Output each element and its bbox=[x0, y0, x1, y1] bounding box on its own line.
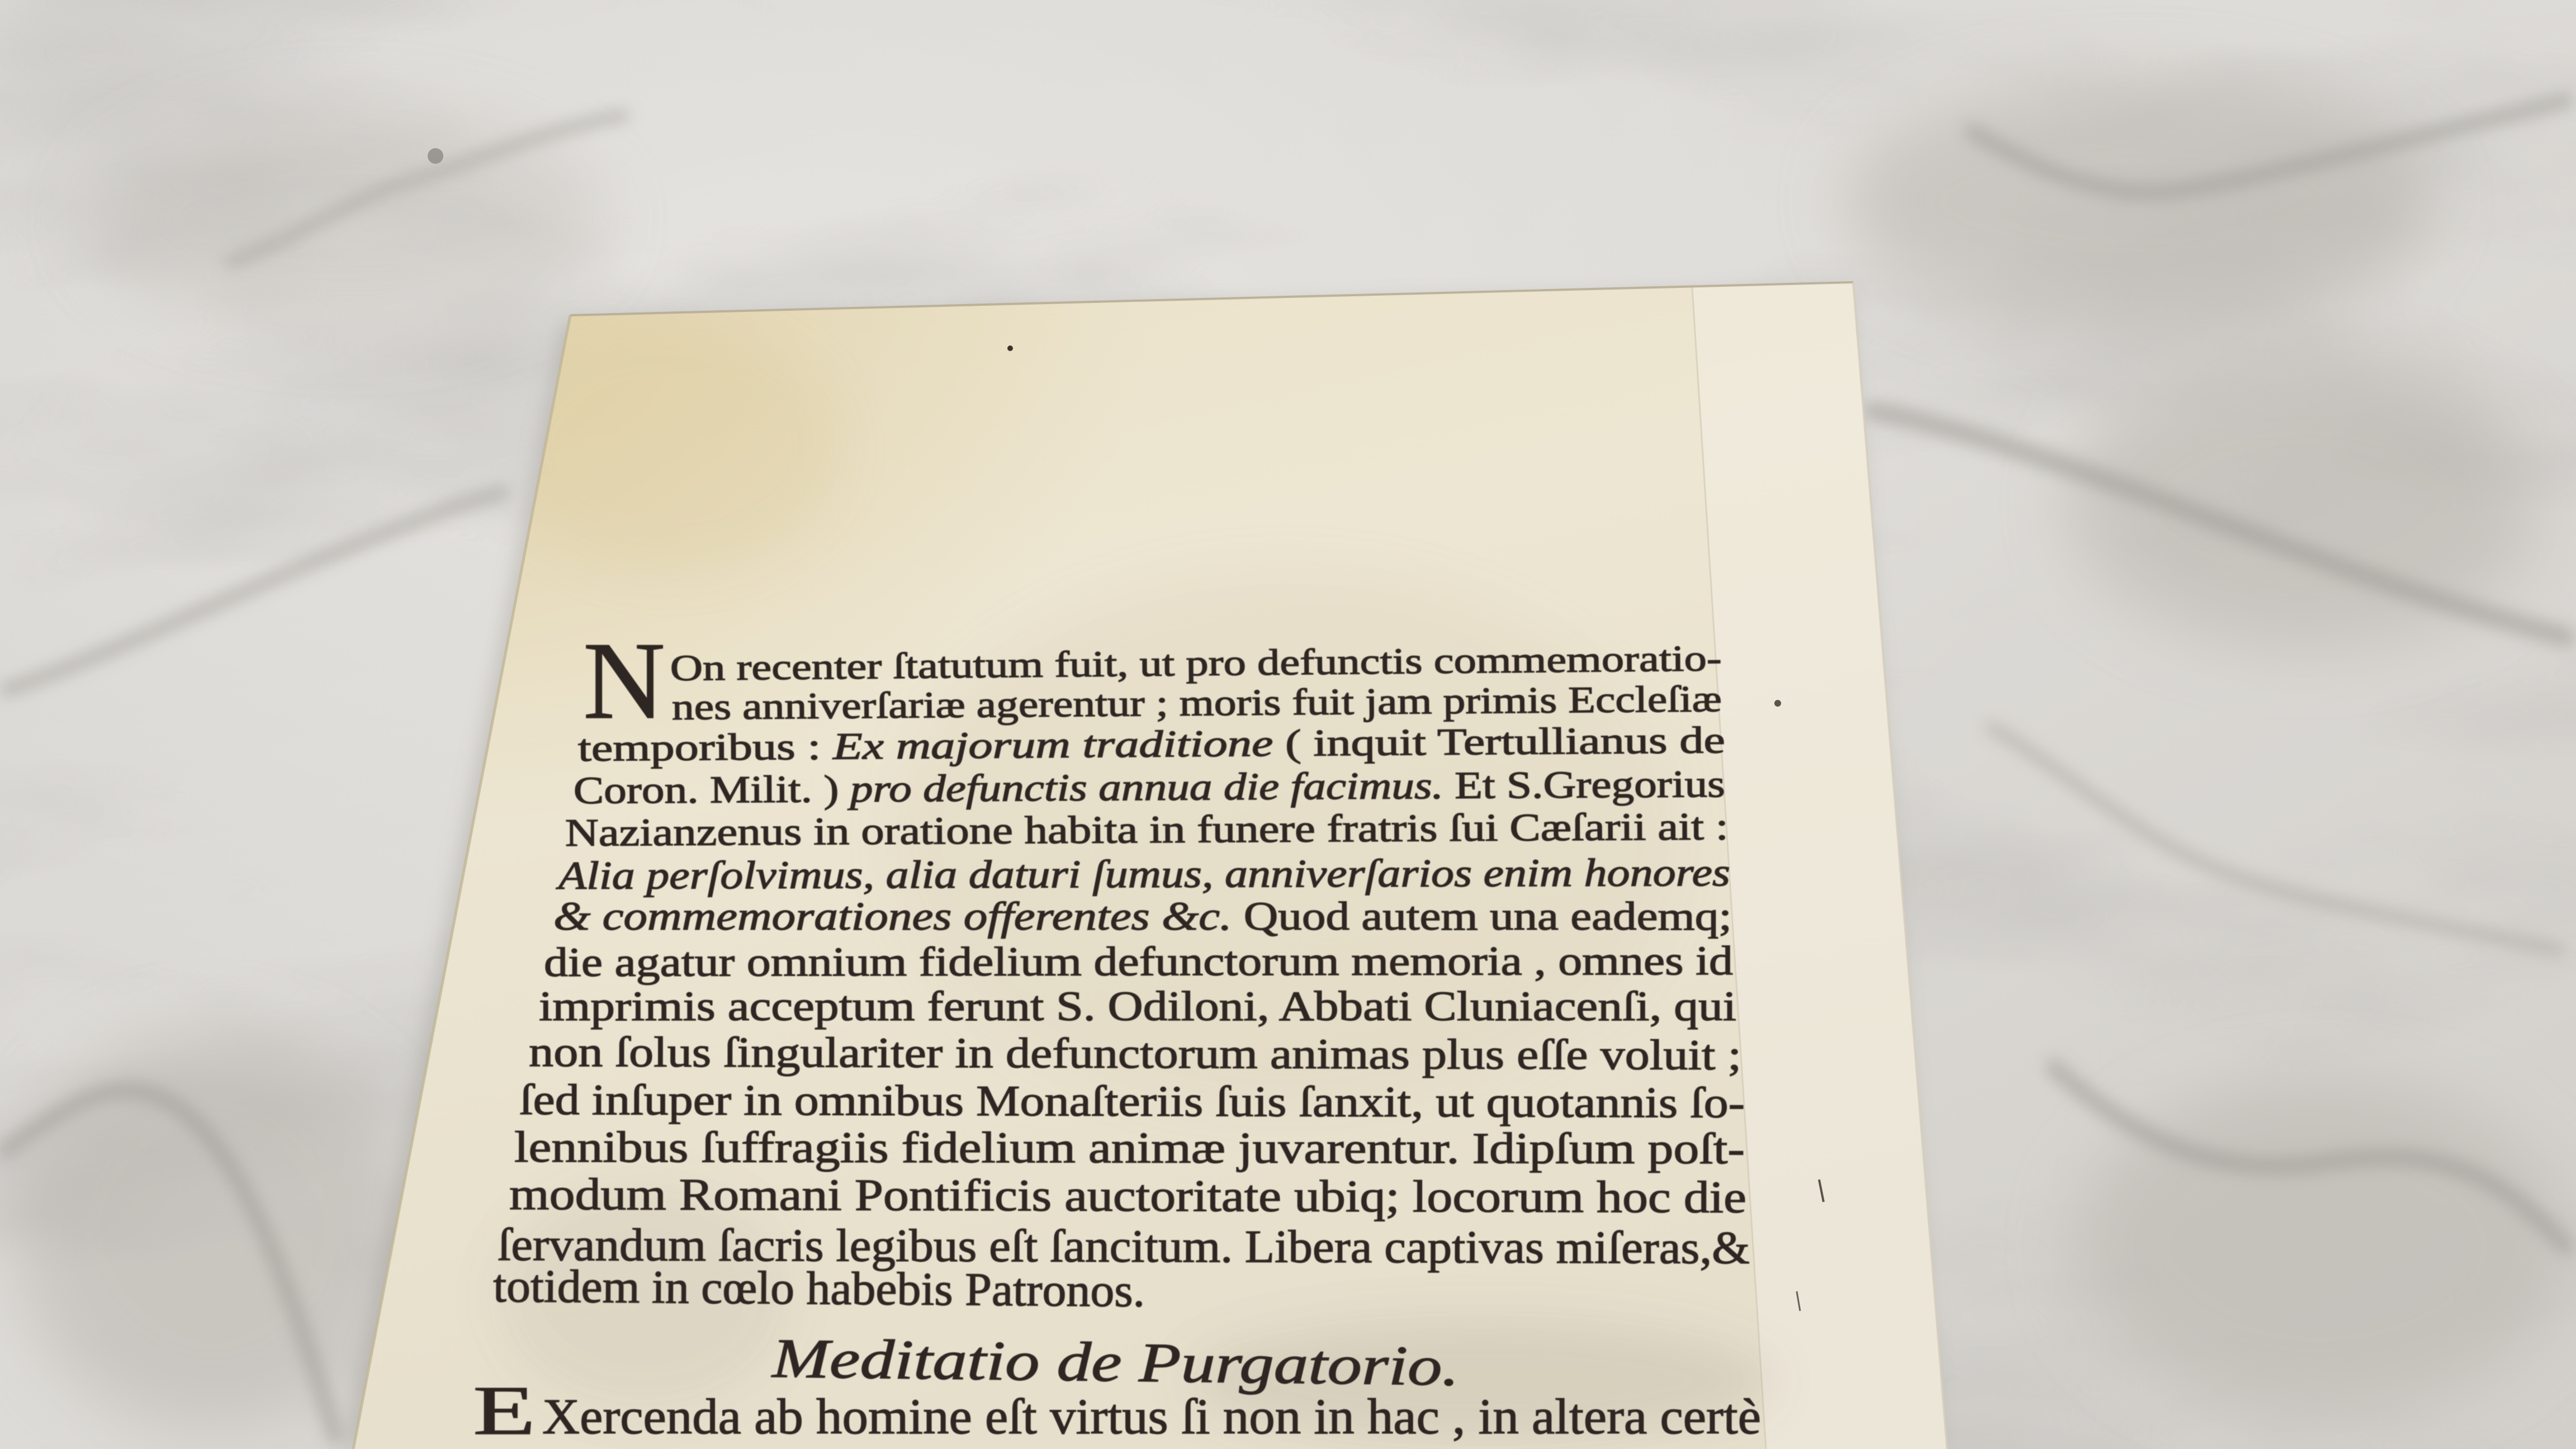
text-line-7-italic: & commemorationes offerentes &c. bbox=[553, 894, 1232, 939]
drop-cap-n: N bbox=[583, 619, 665, 742]
text-line-1-content: On recenter ſtatutum fuit, ut pro defunctis commemoratio- bbox=[670, 638, 1722, 689]
text-line-15-content: totidem in cœlo habebis Patronos. bbox=[493, 1260, 1145, 1317]
text-line-10-content: non ſolus ſingulariter in defunctorum animas plus eſſe voluit ; bbox=[529, 1027, 1741, 1079]
text-line-13-content: modum Romani Pontificis auctoritate ubiq; locorum hoc die bbox=[509, 1169, 1746, 1223]
text-line-9-content: imprimis acceptum ferunt S. Odiloni, Abbati Cluniacenſi, qui bbox=[539, 983, 1736, 1030]
text-line-3-italic: Ex majorum traditione bbox=[832, 722, 1273, 768]
text-line-3-roman-b: ( inquit Tertullianus de bbox=[1285, 718, 1725, 764]
section-heading: Meditatio de Purgatorio. bbox=[770, 1327, 1460, 1398]
text-line-11-content: ſed inſuper in omnibus Monaſteriis ſuis ſanxit, ut quotannis ſo- bbox=[519, 1075, 1745, 1127]
text-line-5-content: Nazianzenus in oratione habita in funere fratris ſui Cæſarii ait : bbox=[565, 805, 1729, 855]
section-first-line: Xercenda ab homine eſt virtus ſi non in hac , in altera certè bbox=[542, 1389, 1761, 1445]
text-line-3-roman-a: temporibus : bbox=[578, 725, 821, 769]
text-line-4-italic: pro defunctis annua die facimus. bbox=[847, 764, 1444, 810]
text-line-2-content: nes anniverſariæ agerentur ; moris fuit jam primis Eccleſiæ bbox=[672, 678, 1722, 728]
text-line-12-content: lennibus ſuffragiis fidelium animæ juvarentur. Idipſum poſt- bbox=[514, 1123, 1745, 1173]
text-line-4-roman-b: Et S.Gregorius bbox=[1455, 763, 1725, 807]
text-line-7-roman: Quod autem una eademq; bbox=[1244, 894, 1732, 939]
text-line-14-content: ſervandum ſacris legibus eſt ſancitum. Libera captivas miſeras,& bbox=[498, 1219, 1750, 1273]
drop-cap-e: E bbox=[473, 1372, 536, 1449]
text-line-8-content: die agatur omnium fidelium defunctorum memoria , omnes id bbox=[544, 938, 1733, 986]
text-line-4-roman-a: Coron. Milit. ) bbox=[574, 768, 839, 812]
text-line-6-content: Alia perſolvimus, alia daturi ſumus, anniverſarios enim honores bbox=[556, 851, 1730, 898]
